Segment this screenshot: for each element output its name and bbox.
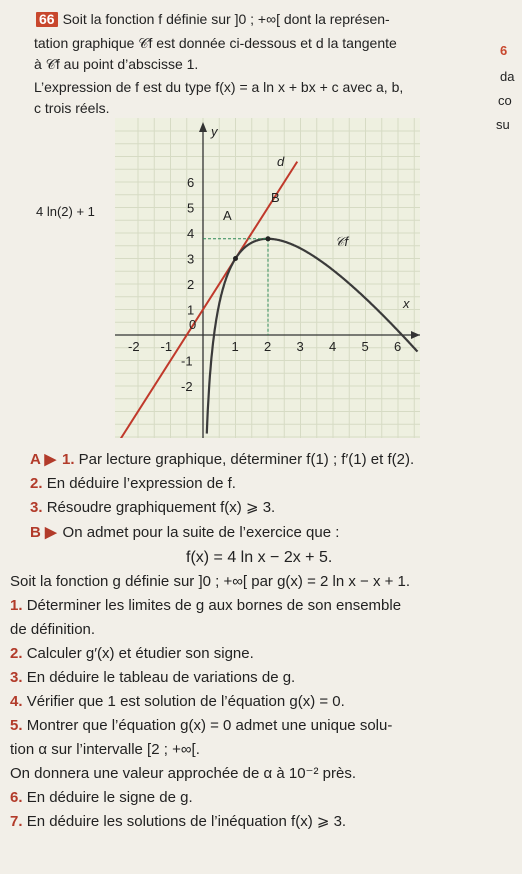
partb-q5-line2: tion α sur l’intervalle [2 ; +∞[. [10,741,200,758]
intro-line-5: c trois réels. [34,100,110,116]
partb-q3: 3. En déduire le tableau de variations de g. [10,669,296,686]
partb-marker: B ▶ [30,524,57,541]
point-b [266,236,271,241]
y-tick-label: -1 [181,353,193,369]
y-axis-arrow [199,122,207,132]
x-tick-label: 6 [394,339,402,354]
x-tick-label: 3 [296,339,304,354]
special-y-label: 4 ln(2) + 1 [36,204,95,219]
y-tick-label: 2 [187,277,195,292]
partb-q4: 4. Vérifier que 1 est solution de l’équation g(x) = 0. [10,693,345,710]
intro-line-3: à 𝒞f au point d’abscisse 1. [34,56,199,72]
exercise-number: 66 [36,12,58,27]
intro-line-1: 66 Soit la fonction f définie sur ]0 ; +∞[ dont la représen- [36,12,390,27]
margin-cut-1: 6 [500,43,508,58]
partb-g-definition: Soit la fonction g définie sur ]0 ; +∞[ par g(x) = 2 ln x − x + 1. [10,573,411,590]
x-tick-label: 4 [329,339,337,354]
y-tick-label: 5 [187,200,195,216]
partb-q7: 7. En déduire les solutions de l’inéquation f(x) ⩾ 3. [10,813,347,830]
curve-label: 𝒞f [335,234,349,249]
tangent-label-d: d [277,154,285,169]
y-tick-label: 4 [187,226,195,241]
partb-q6: 6. En déduire le signe de g. [10,789,193,806]
x-tick-label: -1 [160,339,173,354]
point-b-label: B [271,190,280,205]
origin-label: 0 [189,317,197,332]
partb-approx-note: On donnera une valeur approchée de α à 10⁻² près. [10,765,356,782]
y-axis-label: y [211,124,218,139]
x-tick-label: -2 [128,339,140,354]
function-graph [115,118,420,438]
parta-marker: A ▶ [30,451,56,468]
x-tick-label: 1 [231,339,239,354]
margin-cut-3: co [498,93,512,108]
parta-q1: A ▶ 1. Par lecture graphique, déterminer f(1) ; f′(1) et f(2). [30,451,415,468]
intro-line-2: tation graphique 𝒞f est donnée ci-dessous et d la tangente [34,35,397,51]
y-tick-label: 3 [187,251,195,267]
y-tick-label: -2 [181,379,193,394]
parta-q2: 2. En déduire l’expression de f. [30,475,236,492]
partb-q2: 2. Calculer g′(x) et étudier son signe. [10,645,254,662]
partb-intro: B ▶ On admet pour la suite de l’exercice que : [30,524,340,541]
point-a [233,256,238,261]
partb-q1-line1: 1. Déterminer les limites de g aux bornes de son ensemble [10,597,402,614]
x-tick-label: 2 [264,339,272,354]
partb-q1-line2: de définition. [10,621,96,638]
curve-cf [207,239,418,434]
x-tick-label: 5 [361,339,369,354]
y-tick-label: 1 [187,302,195,318]
x-axis-arrow [411,331,420,339]
parta-q3: 3. Résoudre graphiquement f(x) ⩾ 3. [30,499,276,516]
intro-line-4: L’expression de f est du type f(x) = a ln x + bx + c avec a, b, [34,79,404,95]
margin-cut-4: su [496,117,510,132]
graph-svg [115,118,420,438]
point-a-label: A [223,208,232,223]
margin-cut-2: da [500,69,515,84]
partb-formula: f(x) = 4 ln x − 2x + 5. [186,549,333,566]
x-axis-label: x [403,296,410,311]
partb-q5-line1: 5. Montrer que l’équation g(x) = 0 admet une unique solu- [10,717,393,734]
y-tick-label: 6 [187,175,195,190]
